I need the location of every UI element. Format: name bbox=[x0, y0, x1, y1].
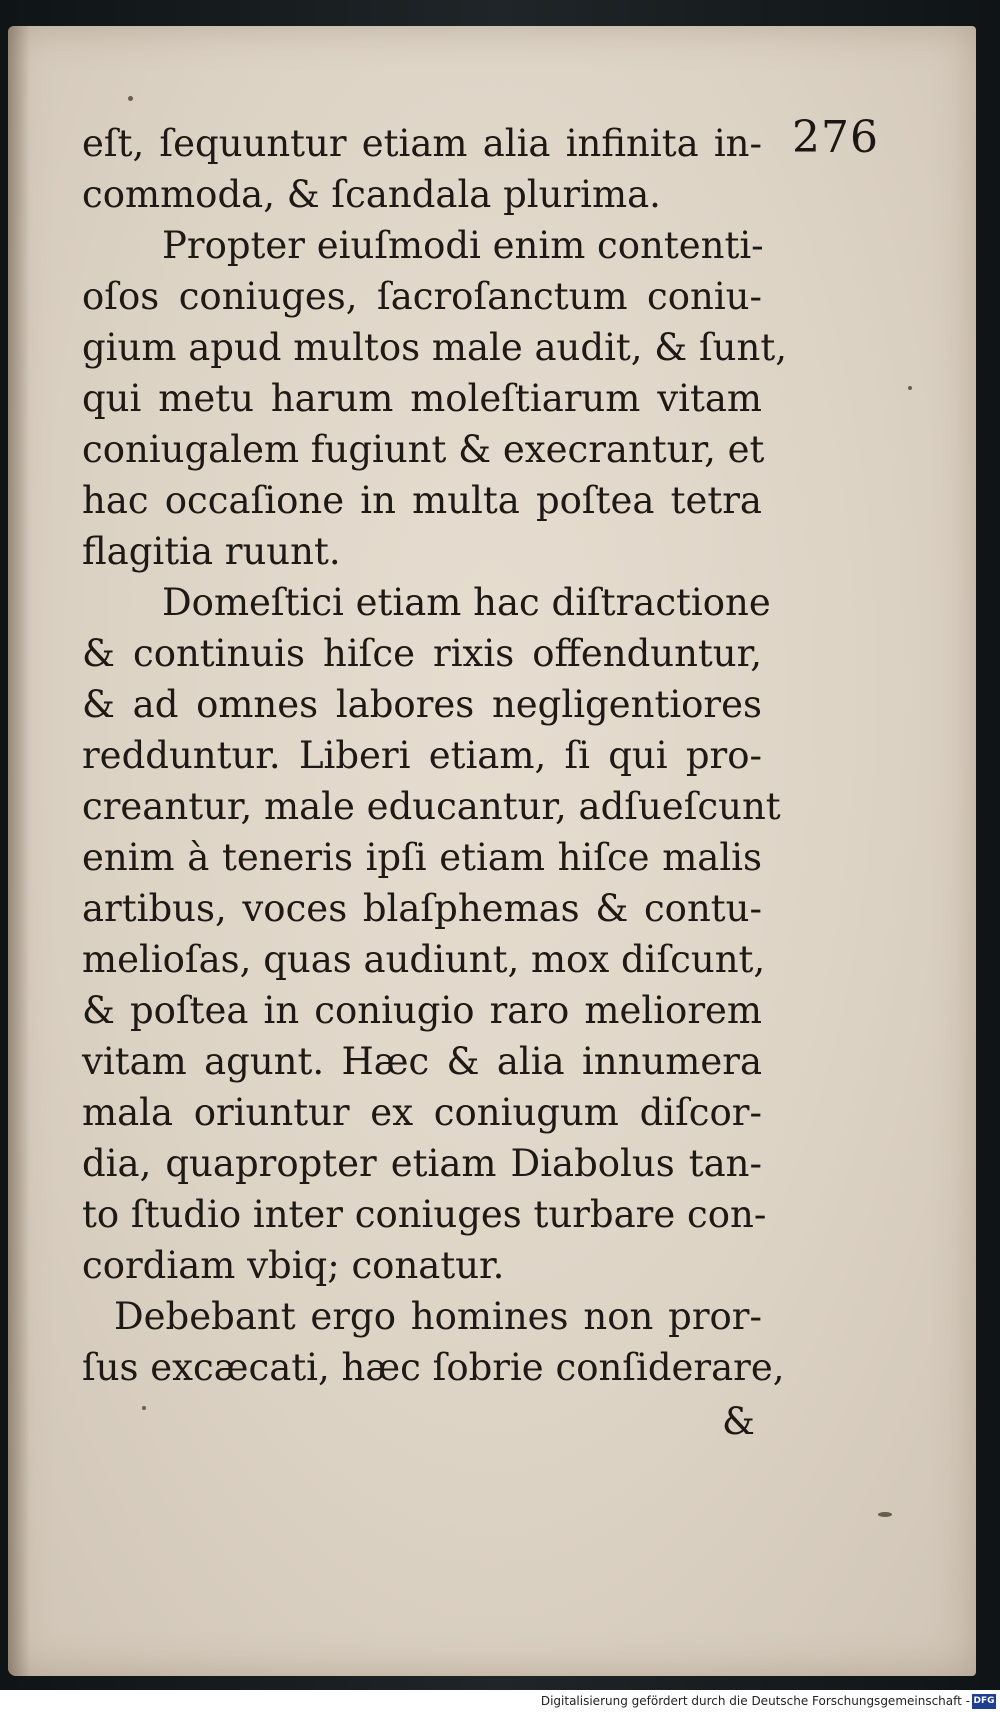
page-number: 276 bbox=[792, 112, 879, 163]
text-line: melioſas, quas audiunt, mox diſcunt, bbox=[82, 938, 766, 981]
text-line: ſus excæcati, hæc ſobrie conſiderare, bbox=[82, 1346, 785, 1389]
text-line: eſt, ſequuntur etiam alia infinita in- bbox=[82, 122, 762, 165]
text-line: enim à teneris ipſi etiam hiſce malis bbox=[82, 836, 762, 879]
paper-speck bbox=[908, 386, 912, 390]
text-line: gium apud multos male audit, & ſunt, bbox=[82, 326, 787, 369]
text-line: Debebant ergo homines non pror- bbox=[114, 1295, 762, 1338]
text-line: oſos coniuges, ſacroſanctum coniu- bbox=[82, 275, 762, 318]
text-line: Propter eiuſmodi enim contenti- bbox=[162, 224, 764, 267]
text-line: Domeſtici etiam hac diſtractione bbox=[162, 581, 771, 624]
text-line: creantur, male educantur, adſueſcunt bbox=[82, 785, 781, 828]
text-line: flagitia ruunt. bbox=[82, 530, 341, 573]
text-line: commoda, & ſcandala plurima. bbox=[82, 173, 661, 216]
paper-speck bbox=[128, 96, 133, 101]
body-text bbox=[82, 118, 787, 1393]
text-line: coniugalem fugiunt & execrantur, et bbox=[82, 428, 765, 471]
text-line: vitam agunt. Hæc & alia innumera bbox=[82, 1040, 762, 1083]
text-line: & continuis hiſce rixis offenduntur, bbox=[82, 632, 762, 675]
text-line: & ad omnes labores negligentiores bbox=[82, 683, 762, 726]
text-line: dia, quapropter etiam Diabolus tan- bbox=[82, 1142, 762, 1185]
text-line: artibus, voces blaſphemas & contu- bbox=[82, 887, 762, 930]
text-line: cordiam vbiq; conatur. bbox=[82, 1244, 505, 1287]
paper-speck bbox=[878, 1512, 892, 1517]
text-line: redduntur. Liberi etiam, ſi qui pro- bbox=[82, 734, 762, 777]
text-line: qui metu harum moleſtiarum vitam bbox=[82, 377, 762, 420]
text-line: to ſtudio inter coniuges turbare con- bbox=[82, 1193, 767, 1236]
digitization-credit: Digitalisierung gefördert durch die Deutsche Forschungsgemeinschaft - bbox=[540, 1694, 970, 1708]
paper-speck bbox=[142, 1406, 146, 1410]
dfg-logo: DFG bbox=[972, 1694, 996, 1709]
text-line: mala oriuntur ex coniugum diſcor- bbox=[82, 1091, 762, 1134]
catchword: & bbox=[722, 1400, 755, 1443]
text-line: & poſtea in coniugio raro meliorem bbox=[82, 989, 762, 1032]
spine-shadow bbox=[8, 26, 30, 1676]
text-line: hac occaſione in multa poſtea tetra bbox=[82, 479, 762, 522]
